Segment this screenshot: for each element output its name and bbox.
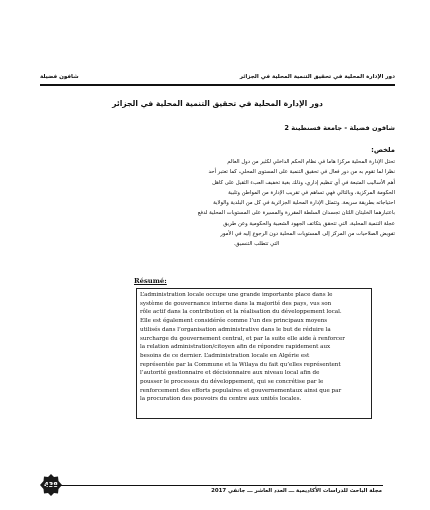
- author-affiliation: شافون فضيلة - جامعة قسنطينة 2: [284, 124, 395, 132]
- running-header-author: شافون فضيلة: [40, 74, 79, 80]
- french-resume: [140, 291, 368, 404]
- french-resume-line: L’administration locale occupe une grande importante place dans le: [140, 292, 333, 298]
- french-resume-line: utilisés dans l’organisation administrative dans le but de réduire la: [140, 326, 331, 333]
- running-header-title: دور الإدارة المحلية في تحقيق التنمية المحلية في الجزائر: [239, 74, 395, 80]
- french-resume-line: système de gouvernance interne dans la majorité des pays, vus son: [140, 300, 332, 307]
- french-resume-line: la relation administration/citoyen afin de répondre rapidement aux: [140, 344, 331, 351]
- arabic-summary-heading: ملخص:: [371, 146, 395, 154]
- french-resume-line: besoins de ce dernier. L’administration locale en Algérie est: [140, 352, 310, 359]
- french-resume-line: renforcement des efforts populaires et gouvernementaux ainsi que par: [140, 387, 342, 394]
- arabic-summary-line: تحتل الإدارة المحلية مركزا هاما في نظام الحكم الداخلي لكثير من دول العالم: [227, 159, 395, 165]
- footer-rule: [46, 485, 383, 486]
- arabic-summary-line: باعتبارهما الخليتان اللتان تجسدان السلطة المقررة والمسيرة على المستويات المحلية لدفع: [197, 210, 395, 217]
- arabic-summary-line: التي تتطلب التنسيق.: [233, 241, 280, 248]
- arabic-summary-line: احتياجاته بطريقة سريعة. وتتمثل الإدارة المحلية الجزائرية في كل من البلدية والولاية: [213, 200, 395, 207]
- header-rule: [40, 84, 395, 86]
- footer-journal-info: مجلة الباحث للدراسات الأكاديمية ـــ العدد العاشر ـــ جانفي 2017: [211, 488, 382, 494]
- arabic-summary-line: تفويض الصلاحيات من المركز إلى المستويات المحلية دون الرجوع إليه في الأمور: [220, 231, 395, 238]
- french-resume-line: représentée par la Commune et la Wilaya du fait qu’elles représentent: [140, 361, 341, 368]
- french-resume-line: la procuration des pouvoirs du centre aux unités locales.: [140, 396, 302, 403]
- french-resume-line: surcharge du gouvernement central, et par la suite elle aide à renforcer: [140, 335, 345, 342]
- french-resume-line: Elle est également considérée comme l’un des principaux moyens: [140, 318, 328, 325]
- arabic-summary: [118, 157, 395, 250]
- arabic-summary-line: الحكومة المركزية، وبالتالي فهي تساهم في تقريب الإدارة من المواطن وتلبية: [228, 189, 395, 196]
- running-header: [40, 74, 395, 84]
- arabic-summary-line: نظرا لما تقوم به من دور فعال في تحقيق التنمية على المستوى المحلي، كما تعتبر أحد: [208, 169, 395, 176]
- arabic-summary-line: أهم الأساليب المتبعة في أي تنظيم إداري، وذلك بغية تخفيف العبء الثقيل على كاهل: [212, 179, 395, 186]
- french-resume-line: rôle actif dans la contribution et la réalisation du développement local.: [140, 309, 342, 316]
- arabic-summary-line: عجلة التنمية المحلية، التي تتحقق بتكاتف الجهود الشعبية والحكومية وعن طريق: [223, 220, 395, 227]
- french-resume-line: pousser le processus du développement, qui se concrétise par le: [140, 379, 324, 386]
- article-title: دور الإدارة المحلية في تحقيق التنمية المحلية في الجزائر: [112, 99, 323, 108]
- french-resume-heading: Résumé:: [134, 277, 167, 285]
- french-resume-line: l’autorité gestionnaire et décisionnaire aux niveau local afin de: [140, 370, 320, 377]
